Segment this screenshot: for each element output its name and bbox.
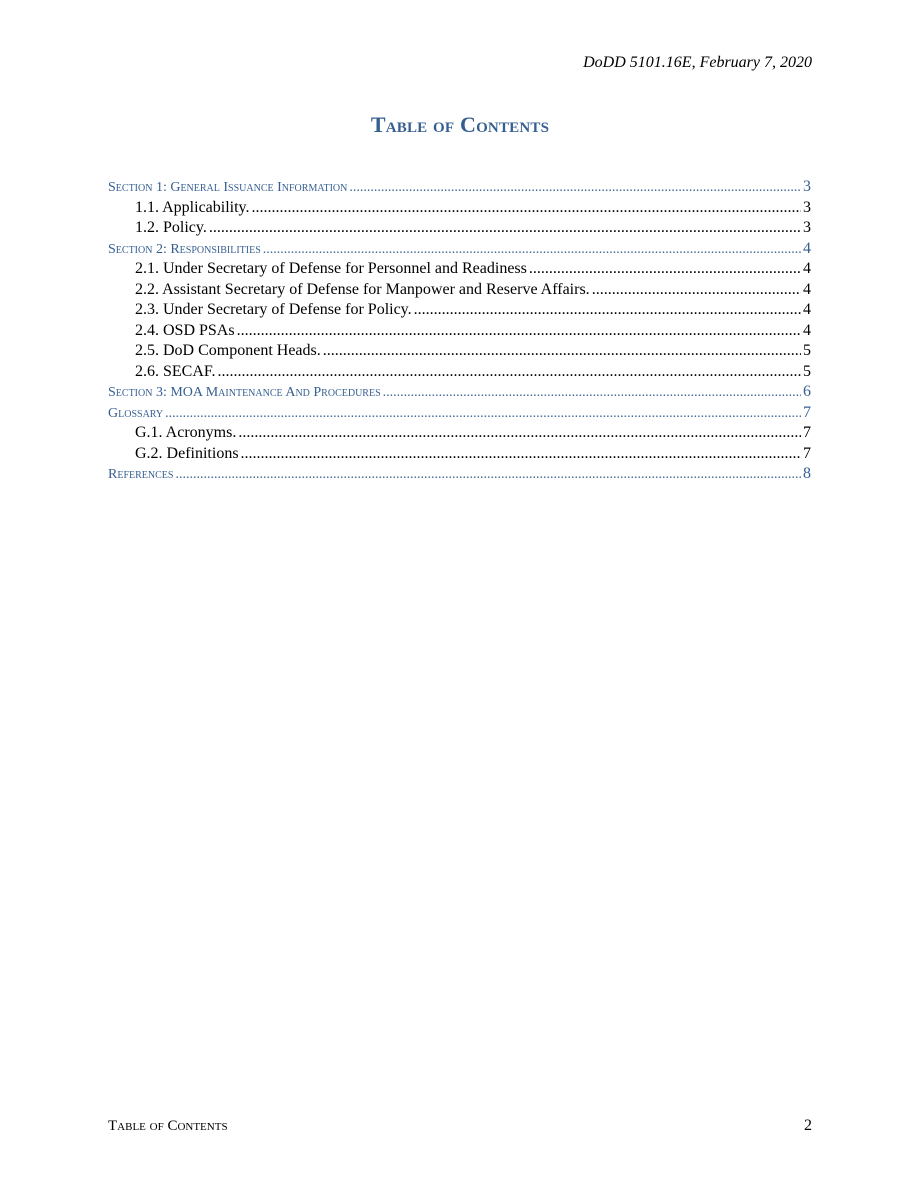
toc-entry-page: 4 (803, 239, 811, 257)
running-header: DoDD 5101.16E, February 7, 2020 (583, 54, 812, 71)
page-title: Table of Contents (370, 112, 550, 137)
toc-entry-page: 4 (803, 321, 811, 339)
toc-entry-page: 8 (803, 465, 811, 482)
toc-entry-references[interactable] (108, 465, 811, 486)
toc-entry-label: 1.1. Applicability. (135, 198, 250, 216)
page-number: 2 (804, 1117, 812, 1134)
toc-dot-leader (349, 180, 801, 196)
toc-entry-2-5[interactable] (108, 342, 811, 363)
toc-dot-leader (323, 342, 801, 360)
toc-entry-label: Section 1: General Issuance Information (108, 180, 348, 195)
toc-dot-leader (175, 467, 801, 483)
toc-entry-2-1[interactable] (108, 260, 811, 281)
toc-dot-leader (209, 219, 801, 237)
toc-dot-leader (383, 385, 801, 401)
toc-dot-leader (218, 363, 801, 381)
toc-entry-label: G.1. Acronyms. (135, 424, 237, 441)
toc-entry-label: Section 2: Responsibilities (108, 241, 261, 257)
toc-entry-page: 5 (803, 342, 811, 359)
toc-dot-leader (165, 406, 801, 422)
toc-entry-section-2[interactable] (108, 240, 811, 261)
table-of-contents (108, 178, 811, 486)
toc-entry-page: 4 (803, 260, 811, 277)
toc-entry-2-6[interactable] (108, 363, 811, 384)
toc-entry-label: 2.5. DoD Component Heads. (135, 342, 321, 359)
toc-entry-page: 6 (803, 383, 811, 400)
toc-entry-label: 2.4. OSD PSAs (135, 321, 235, 339)
toc-entry-page: 5 (803, 362, 811, 380)
toc-entry-2-3[interactable] (108, 301, 811, 322)
toc-entry-1-1[interactable] (108, 199, 811, 220)
toc-entry-section-1[interactable] (108, 178, 811, 199)
toc-entry-glossary[interactable] (108, 404, 811, 425)
toc-entry-label: 2.1. Under Secretary of Defense for Personnel and Readiness (135, 260, 527, 277)
toc-entry-label: 2.2. Assistant Secretary of Defense for Manpower and Reserve Affairs. (135, 280, 590, 298)
toc-entry-label: Glossary (108, 405, 164, 421)
toc-dot-leader (414, 301, 801, 319)
toc-entry-page: 3 (803, 178, 811, 195)
toc-dot-leader (529, 260, 801, 278)
toc-entry-section-3[interactable] (108, 383, 811, 404)
toc-dot-leader (238, 424, 801, 442)
toc-entry-page: 3 (803, 219, 811, 236)
toc-dot-leader (263, 242, 801, 258)
toc-entry-1-2[interactable] (108, 219, 811, 240)
toc-entry-2-2[interactable] (108, 281, 811, 302)
toc-dot-leader (592, 281, 801, 299)
toc-dot-leader (241, 445, 801, 463)
toc-entry-label: 1.2. Policy. (135, 219, 207, 236)
toc-entry-page: 4 (803, 301, 811, 318)
toc-entry-label: Section 3: MOA Maintenance And Procedures (108, 385, 381, 400)
toc-entry-label: G.2. Definitions (135, 444, 239, 462)
toc-dot-leader (237, 322, 801, 340)
toc-entry-label: 2.6. SECAF. (135, 362, 216, 380)
running-footer: Table of Contents (108, 1118, 228, 1134)
toc-entry-page: 3 (803, 198, 811, 216)
toc-entry-g-1[interactable] (108, 424, 811, 445)
toc-entry-page: 4 (803, 280, 811, 298)
toc-entry-page: 7 (803, 403, 811, 421)
toc-entry-g-2[interactable] (108, 445, 811, 466)
toc-entry-page: 7 (803, 444, 811, 462)
toc-entry-page: 7 (803, 424, 811, 441)
toc-dot-leader (252, 199, 801, 217)
toc-entry-label: References (108, 467, 174, 482)
toc-entry-2-4[interactable] (108, 322, 811, 343)
toc-entry-label: 2.3. Under Secretary of Defense for Policy. (135, 301, 412, 318)
